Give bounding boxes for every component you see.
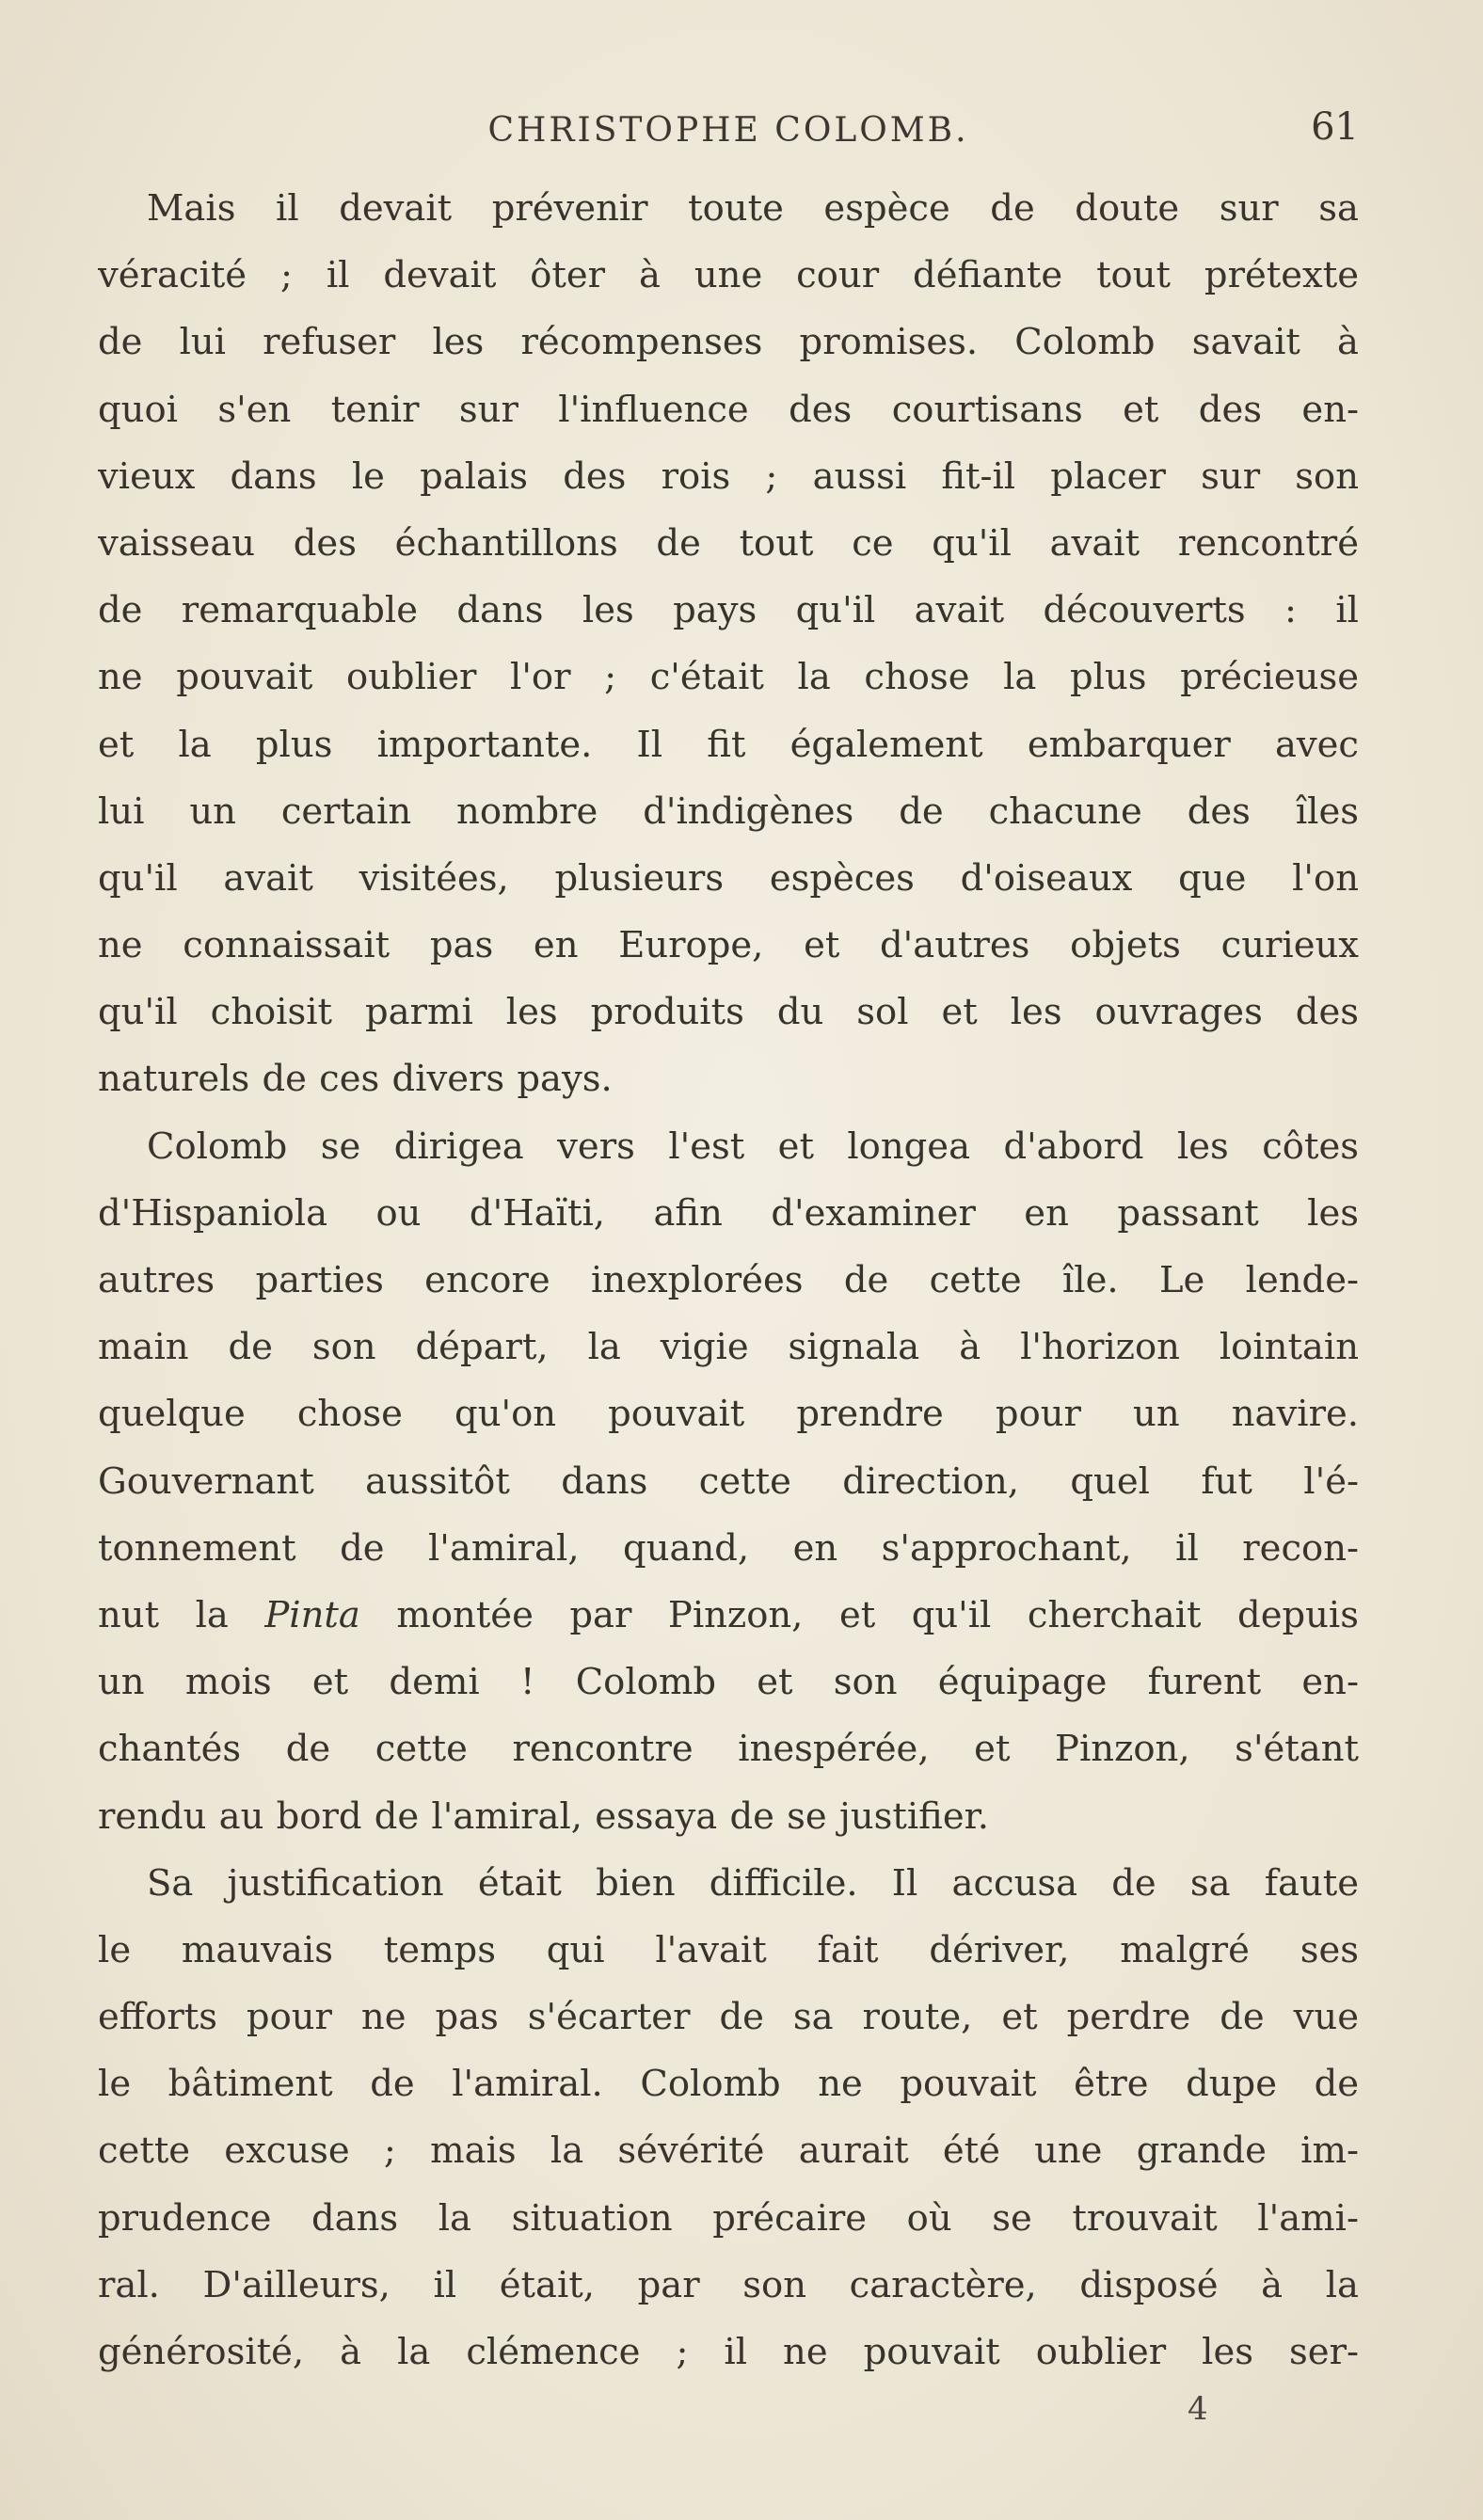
text-line: vieux dans le palais des rois ; aussi fit-il placer sur son	[98, 455, 1359, 498]
running-title: CHRISTOPHE COLOMB.	[487, 111, 969, 150]
text-segment: nut la	[98, 1593, 265, 1636]
text-line: quelque chose qu'on pouvait prendre pour un navire.	[98, 1393, 1359, 1436]
text-line: ne pouvait oublier l'or ; c'était la chose la plus précieuse	[98, 656, 1359, 699]
text-line: efforts pour ne pas s'écarter de sa route, et perdre de vue	[98, 1996, 1359, 2039]
text-line: Mais il devait prévenir toute espèce de doute sur sa	[147, 187, 1359, 230]
text-line: ral. D'ailleurs, il était, par son caractère, disposé à la	[98, 2263, 1359, 2306]
text-line: Colomb se dirigea vers l'est et longea d'abord les côtes	[147, 1124, 1359, 1168]
ship-name-italic: Pinta	[264, 1593, 360, 1636]
text-line: vaisseau des échantillons de tout ce qu'il avait rencontré	[98, 521, 1359, 565]
text-line: d'Hispaniola ou d'Haïti, afin d'examiner en passant les	[98, 1191, 1359, 1235]
text-line: qu'il choisit parmi les produits du sol et les ouvrages des	[98, 991, 1359, 1034]
text-line: lui un certain nombre d'indigènes de chacune des îles	[98, 789, 1359, 833]
text-line: un mois et demi ! Colomb et son équipage furent en-	[98, 1661, 1359, 1704]
text-line: tonnement de l'amiral, quand, en s'approchant, il recon-	[98, 1526, 1359, 1570]
text-line: Gouvernant aussitôt dans cette direction, quel fut l'é-	[98, 1459, 1359, 1503]
text-line: le bâtiment de l'amiral. Colomb ne pouvait être dupe de	[98, 2063, 1359, 2106]
text-line: autres parties encore inexplorées de cette île. Le lende-	[98, 1259, 1359, 1301]
page-header	[98, 105, 1359, 167]
text-line: ne connaissait pas en Europe, et d'autres objets curieux	[98, 924, 1359, 967]
text-line: de remarquable dans les pays qu'il avait découverts : il	[98, 589, 1359, 632]
text-line: qu'il avait visitées, plusieurs espèces d'oiseaux que l'on	[98, 856, 1359, 900]
text-line: quoi s'en tenir sur l'influence des courtisans et des en-	[98, 388, 1359, 431]
page-number: 61	[1311, 105, 1359, 149]
text-line: rendu au bord de l'amiral, essaya de se justifier.	[98, 1794, 990, 1838]
text-line: cette excuse ; mais la sévérité aurait été une grande im-	[98, 2129, 1359, 2173]
text-line: et la plus importante. Il fit également embarquer avec	[98, 723, 1359, 766]
text-line: véracité ; il devait ôter à une cour défiante tout prétexte	[98, 254, 1359, 297]
text-line: chantés de cette rencontre inespérée, et Pinzon, s'étant	[98, 1728, 1359, 1771]
signature-mark: 4	[1188, 2390, 1208, 2428]
text-line: prudence dans la situation précaire où se trouvait l'ami-	[98, 2196, 1359, 2240]
text-line	[98, 1582, 1359, 1649]
text-line: de lui refuser les récompenses promises. Colomb savait à	[98, 321, 1359, 364]
text-line: naturels de ces divers pays.	[98, 1058, 613, 1101]
text-segment: montée par Pinzon, et qu'il cherchait depuis	[359, 1593, 1359, 1636]
text-line: générosité, à la clémence ; il ne pouvait oublier les ser-	[98, 2331, 1359, 2373]
text-line: Sa justification était bien difficile. Il accusa de sa faute	[147, 1861, 1359, 1905]
text-line: main de son départ, la vigie signala à l'horizon lointain	[98, 1326, 1359, 1369]
text-line: le mauvais temps qui l'avait fait dériver, malgré ses	[98, 1928, 1359, 1971]
body-text	[98, 175, 1359, 2385]
